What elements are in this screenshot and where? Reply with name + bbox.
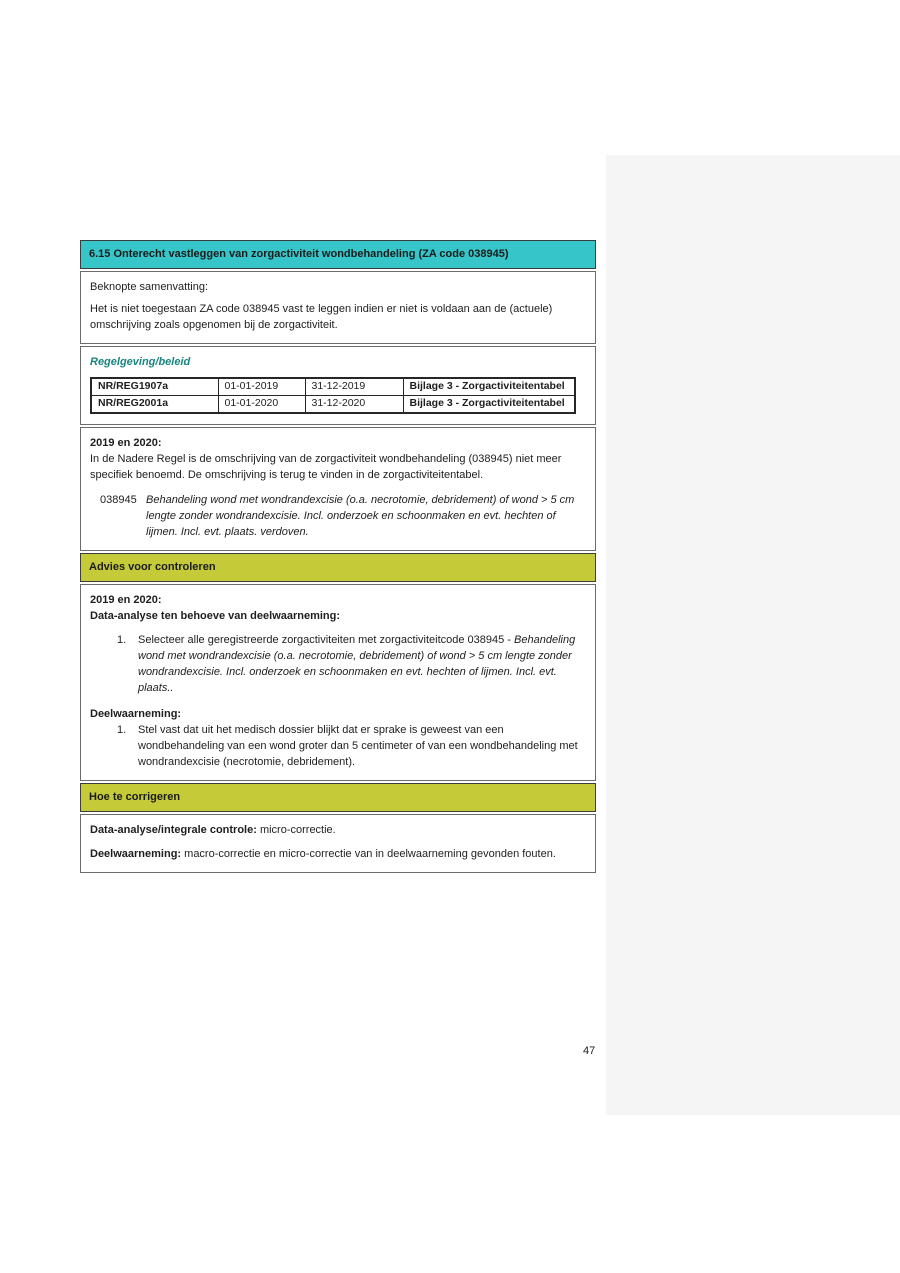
correction-header: Hoe te corrigeren <box>89 791 181 803</box>
section-title: 6.15 Onterecht vastleggen van zorgactiviteit wondbehandeling (ZA code 038945) <box>89 248 509 260</box>
care-activity-description: Behandeling wond met wondrandexcisie (o.a. necrotomie, debridement) of wond > 5 cm lengte zonder wondrandexcisie. Incl. onderzoek en schoonmaken en evt. hechten of lijmen. Incl. evt. plaats. verdoven. <box>146 494 575 538</box>
care-activity-code-row <box>90 492 586 540</box>
correction-box <box>80 814 596 873</box>
table-cell-regulation-code: NR/REG2001a <box>91 396 218 414</box>
list-item-number: 1. <box>117 634 127 646</box>
advice-item-text <box>138 632 586 696</box>
advice-header: Advies voor controleren <box>89 561 216 573</box>
regulation-table <box>90 377 576 414</box>
correction-line2-text: macro-correctie en micro-correctie van in deelwaarneming gevonden fouten. <box>181 848 556 860</box>
advice-item-italic-run: Behandeling wond met wondrandexcisie (o.a. necrotomie, debridement) of wond > 5 cm lengte zonder wondrandexcisie. Incl. onderzoek en schoonmaken en evt. hechten of lijmen. Incl. evt. plaats.. <box>138 634 576 694</box>
advice-box <box>80 584 596 781</box>
care-activity-code: 038945 <box>100 494 137 506</box>
table-cell-end-date: 31-12-2019 <box>305 378 403 396</box>
table-cell-regulation-code: NR/REG1907a <box>91 378 218 396</box>
correction-line2-label: Deelwaarneming: <box>90 848 182 860</box>
correction-line1-text: micro-correctie. <box>256 824 336 836</box>
table-cell-end-date: 31-12-2020 <box>305 396 403 414</box>
period-note-box <box>80 427 596 551</box>
advice-list-item <box>90 632 586 696</box>
regulation-heading: Regelgeving/beleid <box>90 356 191 368</box>
regulation-box <box>80 346 596 425</box>
table-cell-start-date: 01-01-2019 <box>218 378 305 396</box>
table-row <box>91 396 575 414</box>
period-note-body: In de Nadere Regel is de omschrijving van de zorgactiviteit wondbehandeling (038945) niet meer specifiek benoemd. De omschrijving is terug te vinden in de zorgactiviteitentabel. <box>90 453 562 481</box>
correction-header-bar <box>80 783 596 812</box>
advice-period-heading: 2019 en 2020: <box>90 594 162 606</box>
table-cell-start-date: 01-01-2020 <box>218 396 305 414</box>
correction-line-data-analysis <box>90 822 586 838</box>
correction-line-deelwaarneming <box>90 846 586 862</box>
period-note-heading: 2019 en 2020: <box>90 437 162 449</box>
summary-box <box>80 271 596 344</box>
table-cell-attachment: Bijlage 3 - Zorgactiviteitentabel <box>403 396 575 414</box>
correction-line1-label: Data-analyse/integrale controle: <box>90 824 257 836</box>
advice-data-analysis-heading: Data-analyse ten behoeve van deelwaarneming: <box>90 610 341 622</box>
list-item-number: 1. <box>117 724 127 736</box>
summary-heading: Beknopte samenvatting: <box>90 281 209 293</box>
advice-header-bar <box>80 553 596 582</box>
document-body <box>80 240 596 873</box>
table-cell-attachment: Bijlage 3 - Zorgactiviteitentabel <box>403 378 575 396</box>
deelwaarneming-item-text: Stel vast dat uit het medisch dossier blijkt dat er sprake is geweest van een wondbehandeling van een wond groter dan 5 centimeter of van een wondbehandeling met wondrandexcisie (necrotomie, debridement). <box>138 724 578 768</box>
advice-item-normal-run: Selecteer alle geregistreerde zorgactiviteiten met zorgactiviteitcode 038945 - <box>138 634 515 646</box>
deelwaarneming-heading: Deelwaarneming: <box>90 708 182 720</box>
side-gray-panel <box>606 155 900 1115</box>
page-number: 47 <box>583 1045 596 1057</box>
section-title-bar <box>80 240 596 269</box>
table-row <box>91 378 575 396</box>
deelwaarneming-list-item <box>90 722 586 770</box>
summary-body: Het is niet toegestaan ZA code 038945 vast te leggen indien er niet is voldaan aan de (actuele) omschrijving zoals opgenomen bij de zorgactiviteit. <box>90 303 553 331</box>
